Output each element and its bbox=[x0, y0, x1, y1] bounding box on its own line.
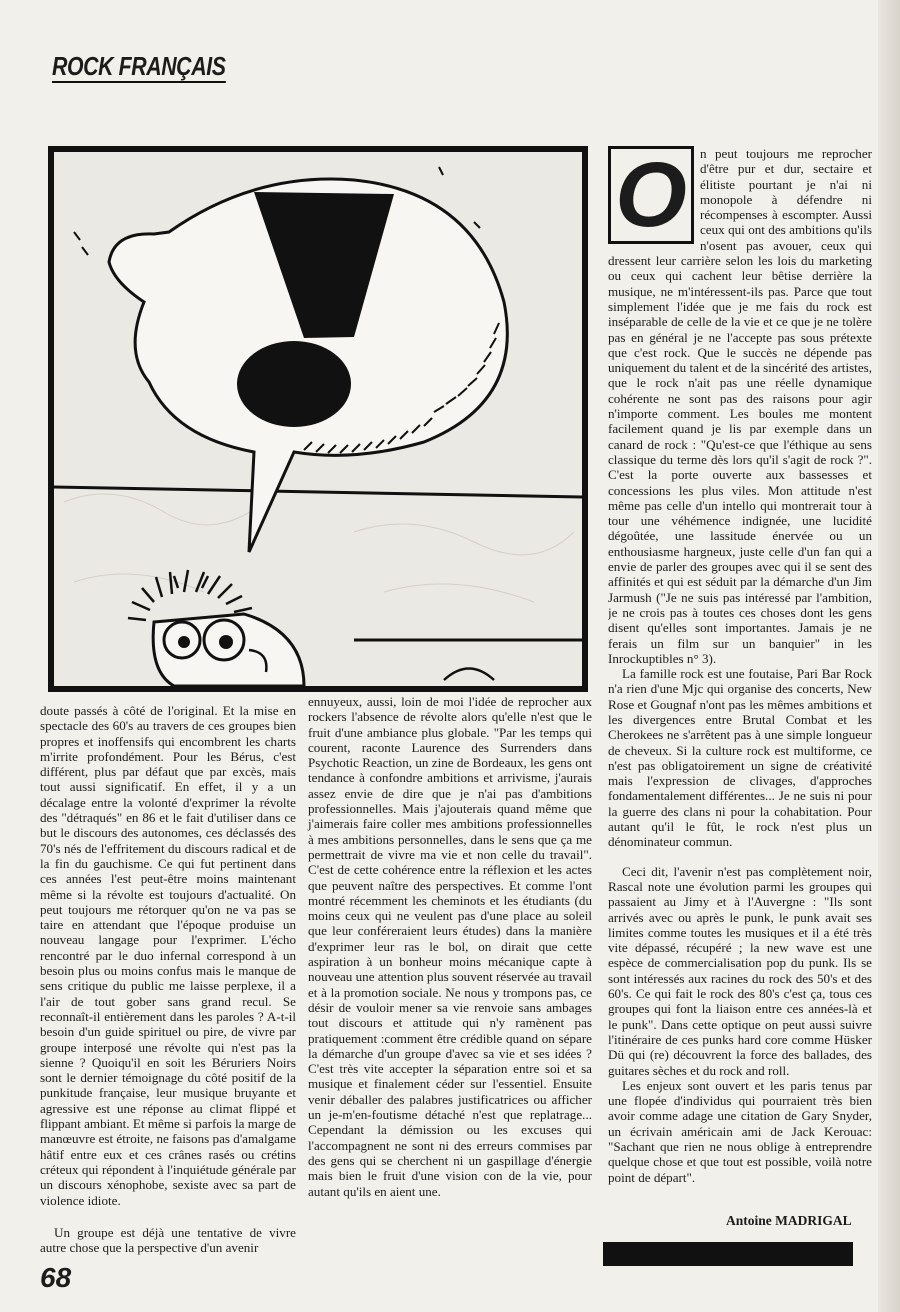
cartoon-illustration bbox=[48, 146, 588, 692]
article-column-2 bbox=[308, 694, 592, 1199]
article-column-1 bbox=[40, 703, 296, 1255]
article-column-3 bbox=[608, 146, 872, 1185]
article-paragraph: Ceci dit, l'avenir n'est pas complètement noir, Rascal note une évolution parmi les groupes qui passaient au Jimy et à l'Auvergne : "Ils sont arrivés avec ou après le punk, le punk avait ses limites comme toutes les musiques et il a été très vite dépassé, récupéré ; la new wave est une espèce de commercialisation pop du punk. Ils se sont intéressés aux racines du rock des 50's et des 60's. Ce qui fait le rock des 80's c'est ça, tous ces groupes qui font la liaison entre ces années-là et le punk". Dans cette optique on peut aussi suivre l'itinéraire de ces punks hard core comme Hüsker Dü qui (re) découvrent la force des ballades, des guitares sèches et du rock and roll. bbox=[608, 863, 872, 1078]
article-paragraph: Un groupe est déjà une tentative de vivre autre chose que la perspective d'un avenir bbox=[40, 1224, 296, 1256]
section-title: ROCK FRANÇAIS bbox=[52, 51, 226, 81]
author-signature: Antoine MADRIGAL bbox=[726, 1213, 852, 1228]
article-lead bbox=[608, 146, 872, 666]
article-lead-text: n peut toujours me reprocher d'être pur et dur, sectaire et élitiste pourtant je n'ai ni monopole à défendre ni récompenses à escompter. Aussi ceux qui ont des ambitions qu'ils n'osent pas avouer, ceux qui dressent leur carrière selon les lois du marketing ou ceux qui cachent leur bêtise derrière la musique, ne m'intéressent-ils pas. Parce que tout simplement l'idée que je me fais du rock est inséparable de celle de la vie et ce que je ne tolère pas en général je ne l'accepte pas sous prétexte que c'est rock. Que le succès ne dépende pas uniquement du talent et de la sincérité des artistes, que le rock n'ait pas une réelle dynamique cohérente ne sont pas des raisons pour agir n'importe comment. Les boules me montent facilement quand je lis par exemple dans un canard de rock : "Qu'est-ce que l'éthique au sens classique du terme dès lors qu'il s'agit de rock ?". C'est la porte ouverte aux bassesses et concessions les plus viles. Mon attitude n'est même pas celle d'un intello qui montrerait tour à tour une véhémence indignée, une lucidité dégoûtée, une lassitude énervée ou un enthousiasme hargneux, juste celle d'un fan qui a envie de parler des groupes avec qui il se sent des affinités et qui est séduit par la démarche d'un Jim Jarmush ("Je ne suis pas intéressé par l'ambition, je ne crois pas à toutes ces choses dont les gens disent qu'elles sont importantes. Jamais je ne ferais un film sur un banquier" in les Inrockuptibles n° 3). bbox=[608, 146, 872, 666]
article-paragraph: ennuyeux, aussi, loin de moi l'idée de reprocher aux rockers l'absence de révolte alors qu'elle n'est que le fruit d'une ambiance plus globale. "Par les temps qui courent, raconte Laurence des Surrenders dans Psychotic Reaction, un zine de Bordeaux, les gens ont tendance à confondre ambitions et arrivisme, j'aurais assez envie de dire que je n'ai pas d'ambitions professionnelles. Mais j'ajouterais quand même que j'aimerais faire coller mes ambitions professionnelles à mes ambitions personnelles, dans le sens que ça me permettrait de vivre ma vie et non celle du travail". C'est de cette cohérence entre la réflexion et les actes que peuvent naître des perspectives. Et comme l'ont montré récemment les cheminots et les étudiants (du moins ceux qui ne veulent pas d'une place au soleil que leur conféreraient leurs études) dans la manière d'exprimer leur ras le bol, on dirait que cette aspiration à un bonheur moins mécanique capte à nouveau une attention plus souvent réservée au travail et à la promotion sociale. Ne nous y trompons pas, ce désir de vouloir mener sa vie renvoie sans ambages tout discours et attitude qui n'y ramènent pas pratiquement :comment être crédible quand on sépare la démarche d'un groupe d'avec sa vie et ses idées ? C'est très vite accepter la séparation entre soi et sa musique et finalement céder sur l'essentiel. Ensuite venir déballer des palabres justificatrices ou afficher un je-m'en-foutisme détaché n'est que replatrage... Cependant la démission ou les excuses qui l'accompagnent ne sont ni des erreurs commises par des gens qui se cherchent ni un gaspillage d'énergie mais bien le fruit d'une vision con de la vie, pour autant qu'ils en aient une. bbox=[308, 694, 592, 1199]
article-paragraph: La famille rock est une foutaise, Pari Bar Rock n'a rien d'une Mjc qui organise des concerts, New Rose et Gougnaf n'ont pas les mêmes ambitions et les divergences entre Brutal Combat et les Cherokees ne s'arrêtent pas à une simple longueur de cheveux. Si la culture rock est multiforme, ce n'est pas obligatoirement un signe de créativité mais l'expression de clivages, d'approches fondamentalement différentes... Je ne suis ni pour la guerre des clans ni pour la cohabitation. Pour autant qu'il le fût, le rock n'est plus un dénominateur commun. bbox=[608, 666, 872, 850]
decorative-bar bbox=[603, 1242, 853, 1266]
article-paragraph: Les enjeux sont ouvert et les paris tenus par une flopée d'individus qui pourraient très bien avoir comme adage une citation de Gary Snyder, un écrivain américain ami de Jack Kerouac: "Sachant que rien ne nous oblige à entreprendre quelque chose et que tout est possible, voilà notre point de départ". bbox=[608, 1077, 872, 1185]
page-edge-shadow bbox=[878, 0, 900, 1312]
page-number: 68 bbox=[40, 1262, 72, 1293]
article-paragraph: doute passés à côté de l'original. Et la mise en spectacle des 60's au travers de ces groupes bien propres et inoffensifs qui encombrent les charts m'irrite profondément. Pour les Bérus, c'est différent, plus par défaut que par excès, mais tout aussi significatif. En effet, il y a un décalage entre la volonté d'exprimer la révolte des "détraqués" en 86 et le fait d'utiliser dans ce but le discours des autonomes, ces déclassés des 70's nés de l'effritement du discours radical et de la fin du gauchisme. Ce qui fut pertinent dans ces années l'est peut-être moins maintenant même si la révolte est toujours d'actualité. On peut toujours me rétorquer qu'on ne va pas se taire en attendant que l'époque produise un nouveau langage pour l'exprimer. L'écho rencontré par le duo infernal correspond à un besoin plus ou moins confus mais le manque de sens critique du public me laisse perplexe, il a l'air de tout gober sans grand recul. Se reconnaît-il entièrement dans les paroles ? A-t-il besoin d'un guide spirituel ou pire, de vivre par groupe interposé une révolte qui n'est pas la sienne ? Quoiqu'il en soit les Béruriers Noirs sont le dernier témoignage du côté positif de la punkitude française, leur musique bruyante et agressive est une réponse au climat flippé et flippant ambiant. Et même si parfois la marge de manœuvre est étroite, ne faisons pas d'amalgame hâtif entre eux et ces crânes rasés ou crétins créteux qui répondent à l'inquiétude générale par un discours xénophobe, sexiste avec sa part de violence idiote. bbox=[40, 703, 296, 1208]
cartoon-exclamation-icon bbox=[54, 152, 582, 686]
drop-cap: O bbox=[608, 146, 694, 244]
